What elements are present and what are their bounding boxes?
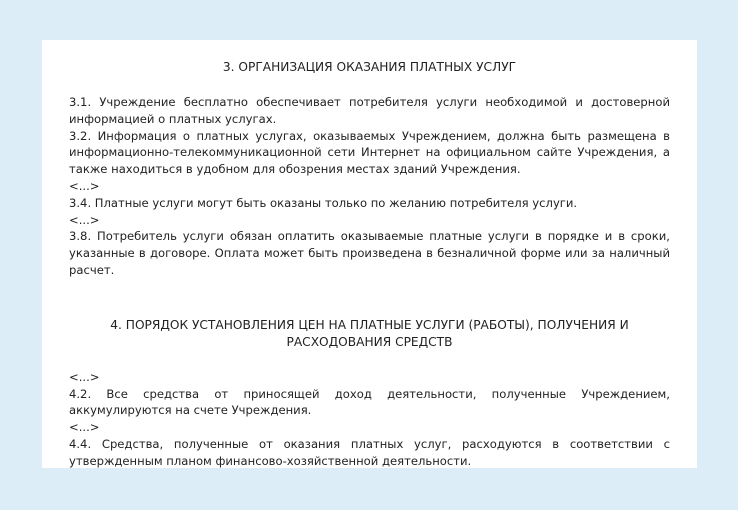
clause-4-4: 4.4. Средства, полученные от оказания платных услуг, расходуются в соответствии с утвержденным планом финансово-хозяйственной деятельности. <box>69 436 670 468</box>
omission-marker: <...> <box>69 212 100 227</box>
omission-marker: <...> <box>69 178 100 193</box>
document-card <box>42 40 697 468</box>
clause-3-4: 3.4. Платные услуги могут быть оказаны только по желанию потребителя услуги. <box>69 195 578 210</box>
omission-marker: <...> <box>69 369 100 384</box>
clause-3-1: 3.1. Учреждение бесплатно обеспечивает потребителя услуги необходимой и достоверной информацией о платных услугах. <box>69 95 670 126</box>
section-4-title: 4. ПОРЯДОК УСТАНОВЛЕНИЯ ЦЕН НА ПЛАТНЫЕ УСЛУГИ (РАБОТЫ), ПОЛУЧЕНИЯ И РАСХОДОВАНИЯ СРЕДСТВ <box>110 317 629 349</box>
clause-4-2: 4.2. Все средства от приносящей доход деятельности, полученные Учреждением, аккумулируются на счете Учреждения. <box>69 386 670 418</box>
clause-3-2: 3.2. Информация о платных услугах, оказываемых Учреждением, должна быть размещена в информационно-телекоммуникационной сети Интернет на официальном сайте Учреждения, а также находиться в удобном для обозрения местах зданий Учреждения. <box>69 128 670 177</box>
section-3-title: 3. ОРГАНИЗАЦИЯ ОКАЗАНИЯ ПЛАТНЫХ УСЛУГ <box>222 60 517 74</box>
clause-3-8: 3.8. Потребитель услуги обязан оплатить оказываемые платные услуги в порядке и в сроки, указанные в договоре. Оплата может быть произведена в безналичной форме или за наличный расчет. <box>69 229 670 277</box>
omission-marker: <...> <box>69 420 100 435</box>
